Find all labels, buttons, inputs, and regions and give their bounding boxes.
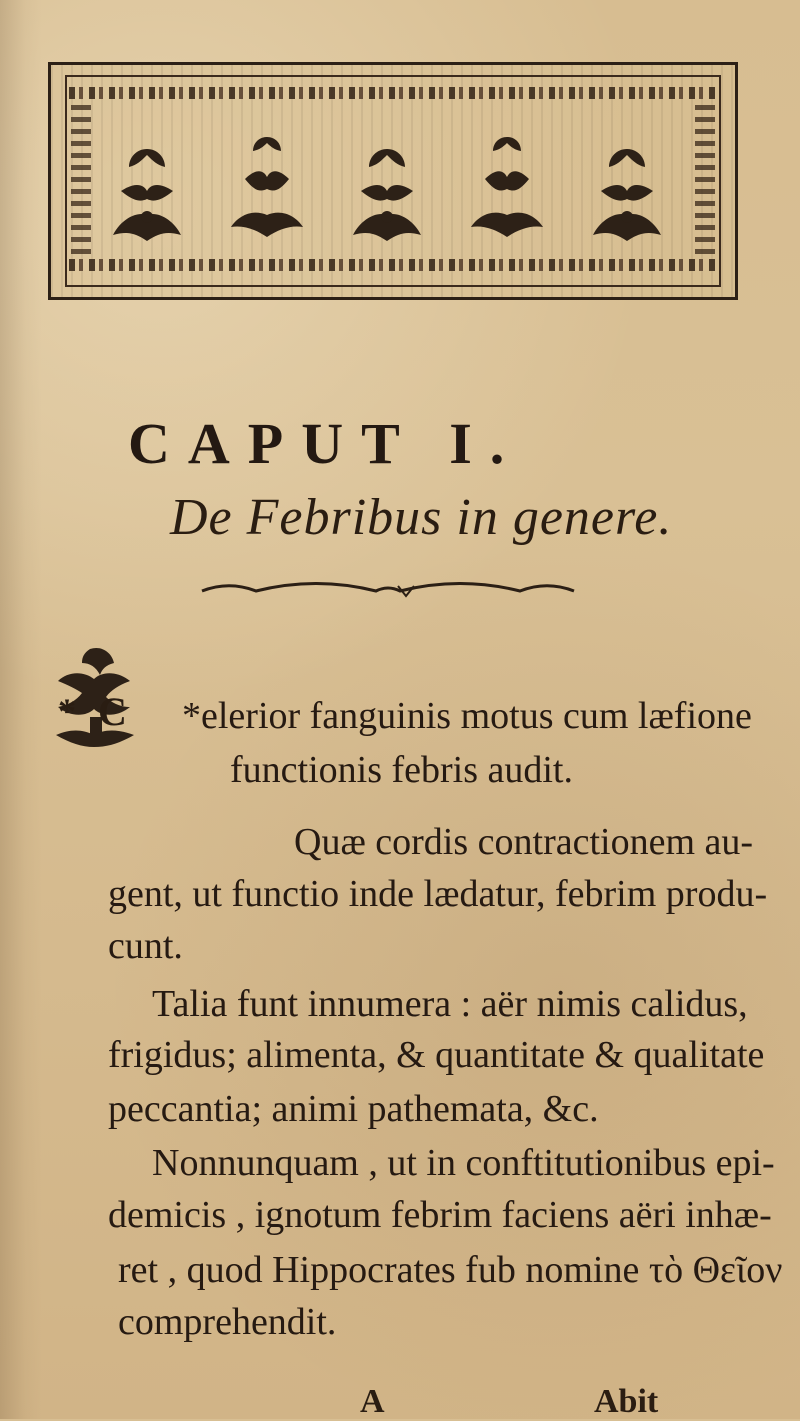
text-line: *elerior fanguinis motus cum læfione bbox=[182, 695, 752, 737]
text-line: demicis , ignotum febrim faciens aëri inhæ- bbox=[108, 1194, 772, 1236]
text-line: Talia funt innumera : aër nimis calidus, bbox=[152, 983, 748, 1025]
decorative-rule bbox=[198, 582, 610, 600]
header-ornament bbox=[48, 62, 738, 300]
text-line: cunt. bbox=[108, 925, 183, 967]
text-line: ret , quod Hippocrates fub nomine τὸ Θεῖον bbox=[118, 1249, 783, 1291]
ornament-left-flourish bbox=[71, 105, 91, 257]
ornament-top-band bbox=[69, 87, 717, 99]
text-line: Nonnunquam , ut in conftitutionibus epi- bbox=[152, 1142, 775, 1184]
text-line: frigidus; alimenta, & quantitate & qualitate bbox=[108, 1034, 765, 1076]
page-title: CAPUT I. bbox=[128, 411, 523, 476]
page-edge-shadow bbox=[0, 0, 42, 1419]
floral-motif-icon bbox=[221, 127, 313, 255]
floral-motif-icon bbox=[461, 127, 553, 255]
floral-motif-icon bbox=[101, 133, 193, 261]
catchword: Abit bbox=[594, 1383, 659, 1420]
floral-motif-icon bbox=[341, 133, 433, 261]
text-line: gent, ut functio inde lædatur, febrim produ- bbox=[108, 873, 768, 915]
ornament-right-flourish bbox=[695, 105, 715, 257]
text-line: comprehendit. bbox=[118, 1301, 337, 1343]
initial-letter: C bbox=[98, 689, 127, 734]
ornament-motif-row bbox=[101, 127, 695, 267]
text-line: Quæ cordis contractionem au- bbox=[294, 821, 754, 863]
page-subtitle: De Febribus in genere. bbox=[170, 489, 673, 546]
text-line: peccantia; animi pathemata, &c. bbox=[108, 1088, 599, 1130]
text-line: functionis febris audit. bbox=[230, 749, 573, 791]
floral-motif-icon bbox=[581, 133, 673, 261]
signature-mark: A bbox=[360, 1383, 385, 1420]
leading-mark: * bbox=[58, 691, 76, 731]
